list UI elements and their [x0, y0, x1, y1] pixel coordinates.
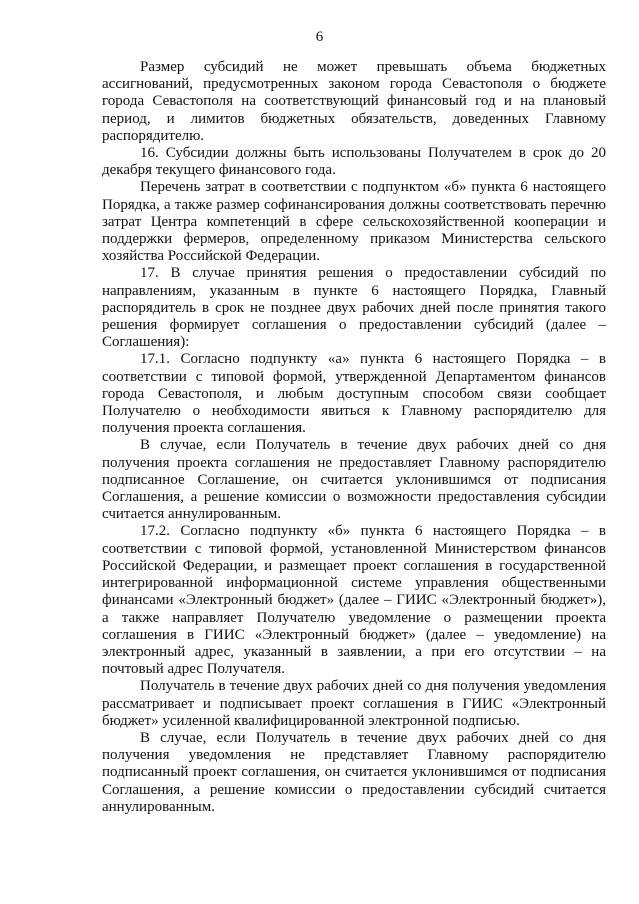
paragraph-cost-list: Перечень затрат в соответствии с подпунктом «б» пункта 6 настоящего Порядка, а также размер софинансирования должны соответствовать перечню затрат Центра компетенций в сфере сельскохозяйственной кооперации и поддержки фермеров, определенному приказом Министерства сельского хозяйства Российской Федерации.: [102, 179, 606, 265]
paragraph-16: 16. Субсидии должны быть использованы Получателем в срок до 20 декабря текущего финансового года.: [102, 145, 606, 179]
page-number: 6: [315, 29, 324, 45]
document-body: [102, 59, 606, 816]
paragraph-17: 17. В случае принятия решения о предоставлении субсидий по направлениям, указанным в пункте 6 настоящего Порядка, Главный распорядитель в срок не позднее двух рабочих дней после принятия такого решения формирует соглашения о предоставлении субсидий (далее – Соглашения):: [102, 265, 606, 351]
paragraph-17-2: 17.2. Согласно подпункту «б» пункта 6 настоящего Порядка – в соответствии с типовой формой, установленной Министерством финансов Российской Федерации, и размещает проект соглашения в государственной интегрированной информационной системе управления общественными финансами «Электронный бюджет» (далее – ГИИС «Электронный бюджет»), а также направляет Получателю уведомление о размещении проекта соглашения в ГИИС «Электронный бюджет» (далее – уведомление) на электронный адрес, указанный в заявлении, а при его отсутствии – на почтовый адрес Получателя.: [102, 523, 606, 678]
paragraph-17-2-refusal: В случае, если Получатель в течение двух рабочих дней со дня получения уведомления не представляет Главному распорядителю подписанный проект соглашения, он считается уклонившимся от подписания Соглашения, а решение комиссии о предоставлении субсидий считается аннулированным.: [102, 729, 606, 815]
paragraph-subsidy-limit: Размер субсидий не может превышать объема бюджетных ассигнований, предусмотренных законом города Севастополя о бюджете города Севастополя на соответствующий финансовый год и на плановый период, и лимитов бюджетных обязательств, доведенных Главному распорядителю.: [102, 59, 606, 144]
paragraph-17-2-signing: Получатель в течение двух рабочих дней со дня получения уведомления рассматривает и подписывает проект соглашения в ГИИС «Электронный бюджет» усиленной квалифицированной электронной подписью.: [102, 678, 606, 729]
paragraph-17-1: 17.1. Согласно подпункту «а» пункта 6 настоящего Порядка – в соответствии с типовой формой, утвержденной Департаментом финансов города Севастополя, и любым доступным способом связи сообщает Получателю о необходимости явиться к Главному распорядителю для получения проекта соглашения.: [102, 351, 606, 437]
paragraph-17-1-refusal: В случае, если Получатель в течение двух рабочих дней со дня получения проекта соглашения не предоставляет Главному распорядителю подписанное Соглашение, он считается уклонившимся от подписания Соглашения, а решение комиссии о возможности предоставления субсидии считается аннулированным.: [102, 437, 606, 523]
